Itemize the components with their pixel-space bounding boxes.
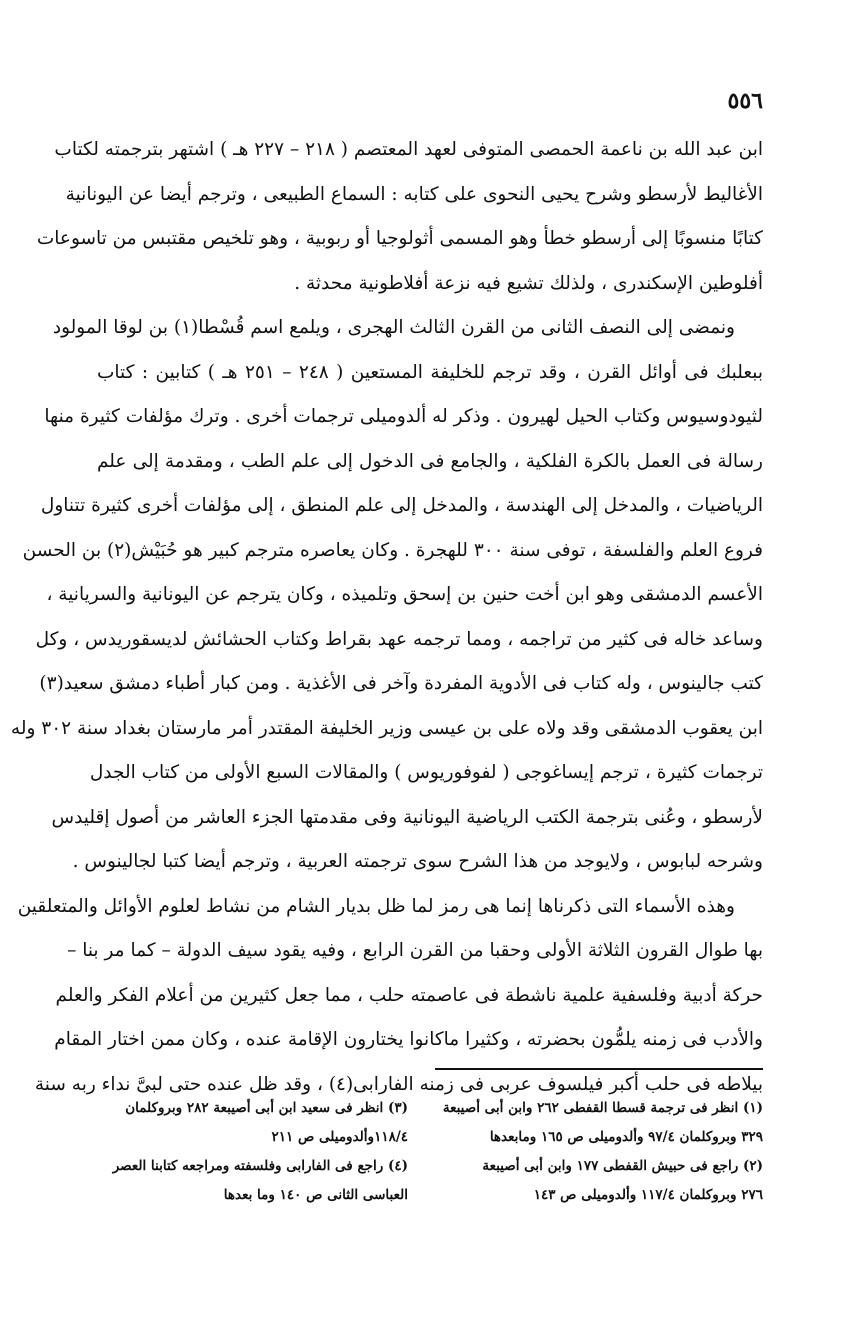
footnotes-right-column	[428, 1094, 763, 1210]
footnote-divider	[435, 1068, 763, 1070]
text-line: فروع العلم والفلسفة ، توفى سنة ٣٠٠ للهجرة . وكان يعاصره مترجم كبير هو حُبَيْش(٢) بن الحسن	[22, 539, 763, 561]
text-line: لأرسطو ، وعُنى بترجمة الكتب الرياضية اليونانية وفى مقدمتها الجزء العاشر من أصول إقليدس	[51, 806, 763, 828]
text-line: وشرحه لبابوس ، ولايوجد من هذا الشرح سوى ترجمته العربية ، وترجم أيضا كتبا لجالينوس .	[72, 851, 763, 872]
footnote-line: ١١٨/٤وألدوميلى ص ٢١١	[271, 1129, 408, 1145]
page-number: ٥٥٦	[727, 88, 763, 114]
text-line: وساعد خاله فى كثير من تراجمه ، ومما ترجمه عهد بقراط وكتاب الحشائش لديسقوريدس ، وكل	[35, 628, 763, 650]
text-line: ونمضى إلى النصف الثانى من القرن الثالث الهجرى ، ويلمع اسم قُسْطا(١) بن لوقا المولود	[52, 317, 735, 338]
footnote-line: (٣) انظر فى سعيد ابن أبى أصيبعة ٢٨٢ وبروكلمان	[125, 1100, 408, 1116]
text-line: الأغاليط لأرسطو وشرح يحيى النحوى على كتابه : السماع الطبيعى ، وترجم أيضا عن اليونانية	[65, 183, 763, 205]
text-line: رسالة فى العمل بالكرة الفلكية ، والجامع فى الدخول إلى علم الطب ، ومقدمة إلى علم	[97, 450, 763, 472]
text-line: ابن عبد الله بن ناعمة الحمصى المتوفى لعهد المعتصم ( ٢١٨ – ٢٢٧ هـ ) اشتهر بترجمته لكتاب	[54, 139, 763, 160]
text-line: ببعلبك فى أوائل القرن ، وقد ترجم للخليفة المستعين ( ٢٤٨ – ٢٥١ هـ ) كتابين : كتاب	[97, 361, 763, 383]
main-text-block	[10, 128, 763, 1107]
text-line: كتب جالينوس ، وله كتاب فى الأدوية المفردة وآخر فى الأغذية . ومن كبار أطباء دمشق سعيد(٣)	[39, 673, 763, 694]
footnote-line: (٢) راجع فى حبيش القفطى ١٧٧ وابن أبى أصيبعة	[482, 1158, 763, 1174]
footnote-line: ٣٢٩ وبروكلمان ٩٧/٤ وألدوميلى ص ١٦٥ ومابعدها	[489, 1129, 763, 1145]
text-line: الأعسم الدمشقى وهو ابن أخت حنين بن إسحق وتلميذه ، وكان يترجم عن اليونانية والسريانية ،	[46, 584, 763, 605]
footnote-line: ٢٧٦ وبروكلمان ١١٧/٤ وألدوميلى ص ١٤٣	[533, 1187, 763, 1203]
text-line: الرياضيات ، والمدخل إلى الهندسة ، والمدخل إلى علم المنطق ، إلى مؤلفات أخرى كثيرة تتناول	[40, 495, 763, 516]
text-line: ترجمات كثيرة ، ترجم إيساغوجى ( لفوفوريوس ) والمقالات السبع الأولى من كتاب الجدل	[89, 762, 763, 783]
footnote-line: (٤) راجع فى الفارابى وفلسفته ومراجعه كتابنا العصر	[112, 1158, 408, 1174]
text-line: أفلوطين الإسكندرى ، ولذلك تشيع فيه نزعة أفلاطونية محدثة .	[294, 272, 763, 294]
text-line: ابن يعقوب الدمشقى وقد ولاه على بن عيسى وزير الخليفة المقتدر أمر مارستان بغداد سنة ٣٠٢ وله	[10, 717, 763, 739]
text-line: حركة أدبية وفلسفية علمية ناشطة فى عاصمته حلب ، مما جعل كثيرين من أعلام الفكر والعلم	[55, 984, 763, 1006]
footnotes-left-column	[73, 1094, 408, 1210]
footnotes	[73, 1094, 763, 1210]
text-line: لثيودوسيوس وكتاب الحيل لهيرون . وذكر له ألدوميلى ترجمات أخرى . وترك مؤلفات كثيرة منها	[44, 406, 763, 427]
text-line: وهذه الأسماء التى ذكرناها إنما هى رمز لما ظل بديار الشام من نشاط لعلوم الأوائل والمتعلقين	[17, 895, 735, 917]
text-line: بيلاطه فى حلب أكبر فيلسوف عربى فى زمنه الفارابى(٤) ، وقد ظل عنده حتى لبىَّ نداء ربه سنة	[34, 1073, 763, 1095]
footnote-line: العباسى الثانى ص ١٤٠ وما بعدها	[223, 1187, 408, 1203]
footnote-line: (١) انظر فى ترجمة قسطا القفطى ٢٦٢ وابن أبى أصيبعة	[442, 1100, 763, 1116]
text-line: بها طوال القرون الثلاثة الأولى وحقبا من القرن الرابع ، وفيه يقود سيف الدولة – كما مر بنا –	[67, 940, 763, 961]
text-line: كتابًا منسوبًا إلى أرسطو خطأ وهو المسمى أثولوجيا أو ربوبية ، وهو تلخيص مقتبس من تاسوعات	[36, 228, 763, 249]
text-line: والأدب فى زمنه يلمُّون بحضرته ، وكثيرا ماكانوا يختارون الإقامة عنده ، وكان ممن اختار المقام	[54, 1029, 763, 1050]
